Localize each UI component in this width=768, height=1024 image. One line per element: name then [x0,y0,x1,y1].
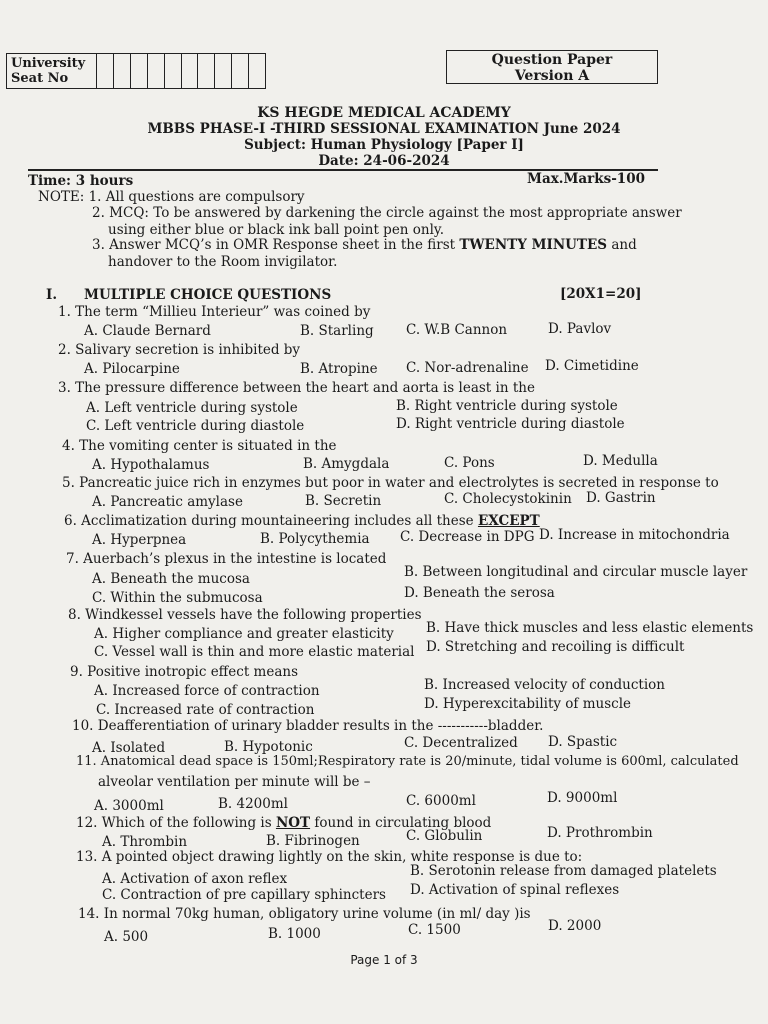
note-3-line1 [92,237,637,253]
q4-option-b: B. Amygdala [303,456,390,472]
institute-name: KS HEGDE MEDICAL ACADEMY [257,105,511,121]
question-8: 8. Windkessel vessels have the following properties [68,607,422,623]
q13-option-c: C. Contraction of pre capillary sphincters [102,887,386,903]
q7-option-c: C. Within the submucosa [92,590,263,606]
q5-option-c: C. Cholecystokinin [444,491,572,507]
note-3-tail: and [607,237,637,253]
question-7: 7. Auerbach’s plexus in the intestine is located [66,551,387,567]
q11-option-c: C. 6000ml [406,793,476,809]
q7-option-b: B. Between longitudinal and circular muscle layer [404,564,748,580]
seat-label [7,54,97,88]
note-3-line2: handover to the Room invigilator. [108,254,338,270]
q11-option-d: D. 9000ml [547,790,618,806]
q6-option-d: D. Increase in mitochondria [539,527,730,543]
q2-option-a: A. Pilocarpine [84,361,180,377]
seat-cell [198,54,215,88]
q5-option-b: B. Secretin [305,493,382,509]
q13-option-d: D. Activation of spinal reflexes [410,882,620,898]
seat-cell [165,54,182,88]
seat-cell [215,54,232,88]
q6-option-b: B. Polycythemia [260,531,370,547]
q12-stem-tail: found in circulating blood [310,815,492,831]
question-6 [64,513,540,529]
q9-option-c: C. Increased rate of contraction [96,702,315,718]
version-box-line2: Version A [514,68,590,84]
seat-cell [114,54,131,88]
max-marks: Max.Marks-100 [527,171,645,187]
question-13: 13. A pointed object drawing lightly on the skin, white response is due to: [76,849,583,865]
seat-cell [131,54,148,88]
q8-option-d: D. Stretching and recoiling is difficult [426,639,685,655]
q8-option-c: C. Vessel wall is thin and more elastic material [94,644,415,660]
note-2-line2: using either blue or black ink ball point pen only. [108,222,445,238]
q12-option-c: C. Globulin [406,828,483,844]
q4-option-c: C. Pons [444,455,495,471]
note-3-emphasis: TWENTY MINUTES [459,237,608,253]
q1-option-b: B. Starling [300,323,374,339]
q13-option-b: B. Serotonin release from damaged platelets [410,863,717,879]
q14-option-a: A. 500 [104,929,149,945]
subject-line: Subject: Human Physiology [Paper I] [244,137,524,153]
q2-option-c: C. Nor-adrenaline [406,360,529,376]
seat-label-line2: Seat No [11,71,69,86]
q12-option-d: D. Prothrombin [547,825,653,841]
q1-option-d: D. Pavlov [548,321,612,337]
question-1: 1. The term “Millieu Interieur” was coined by [58,304,371,320]
q12-option-b: B. Fibrinogen [266,833,360,849]
q2-option-d: D. Cimetidine [545,358,639,374]
question-3: 3. The pressure difference between the heart and aorta is least in the [58,380,535,396]
q7-option-d: D. Beneath the serosa [404,585,555,601]
q6-except: EXCEPT [477,513,540,529]
q9-option-d: D. Hyperexcitability of muscle [424,696,632,712]
q5-option-a: A. Pancreatic amylase [92,494,243,510]
q9-option-a: A. Increased force of contraction [94,683,320,699]
q3-option-b: B. Right ventricle during systole [396,398,618,414]
exam-date: Date: 24-06-2024 [318,153,450,169]
note-2-line1: 2. MCQ: To be answered by darkening the circle against the most appropriate answer [92,205,682,221]
q3-option-d: D. Right ventricle during diastole [396,416,625,432]
question-10: 10. Deafferentiation of urinary bladder results in the -----------bladder. [72,718,544,734]
q8-option-b: B. Have thick muscles and less elastic elements [426,620,754,636]
seat-cell [249,54,265,88]
q3-option-c: C. Left ventricle during diastole [86,418,305,434]
q8-option-a: A. Higher compliance and greater elasticity [94,626,394,642]
q14-option-c: C. 1500 [408,922,461,938]
q6-stem: 6. Acclimatization during mountaineering includes all these [64,513,478,529]
section-marks: [20X1=20] [560,286,642,302]
note-1: NOTE: 1. All questions are compulsory [38,189,305,205]
q6-option-a: A. Hyperpnea [92,532,187,548]
question-11: 11. Anatomical dead space is 150ml;Respiratory rate is 20/minute, tidal volume is 600ml, calculated [76,754,739,769]
q1-option-a: A. Claude Bernard [84,323,211,339]
q10-option-d: D. Spastic [548,734,618,750]
q11-option-a: A. 3000ml [94,798,164,814]
seat-cell [148,54,165,88]
q7-option-a: A. Beneath the mucosa [92,571,250,587]
seat-label-line1: University [11,56,86,71]
q13-option-a: A. Activation of axon reflex [102,871,288,887]
q5-option-d: D. Gastrin [586,490,656,506]
q14-option-b: B. 1000 [268,926,321,942]
q12-option-a: A. Thrombin [102,834,188,850]
page-number: Page 1 of 3 [350,953,418,967]
seat-cell [97,54,114,88]
question-paper-version-box [446,50,658,84]
q6-option-c: C. Decrease in DPG [400,529,535,545]
question-4: 4. The vomiting center is situated in the [62,438,337,454]
exam-title: MBBS PHASE-I -THIRD SESSIONAL EXAMINATION June 2024 [147,121,621,137]
q2-option-b: B. Atropine [300,361,378,377]
note-3-text: 3. Answer MCQ’s in OMR Response sheet in the first [92,237,460,253]
version-box-line1: Question Paper [491,52,613,68]
question-11-line2: alveolar ventilation per minute will be – [98,774,371,790]
time-allowed: Time: 3 hours [28,173,134,189]
q14-option-d: D. 2000 [548,918,602,934]
q10-option-c: C. Decentralized [404,735,518,751]
q10-option-a: A. Isolated [92,740,166,756]
question-5: 5. Pancreatic juice rich in enzymes but poor in water and electrolytes is secreted in response to [62,475,719,491]
question-9: 9. Positive inotropic effect means [70,664,298,680]
q9-option-b: B. Increased velocity of conduction [424,677,665,693]
seat-cell [232,54,249,88]
section-title: MULTIPLE CHOICE QUESTIONS [84,287,332,303]
university-seat-number-box [6,53,266,89]
q4-option-d: D. Medulla [583,453,658,469]
q4-option-a: A. Hypothalamus [92,457,210,473]
section-number: I. [46,287,58,303]
q11-option-b: B. 4200ml [218,796,288,812]
q3-option-a: A. Left ventricle during systole [86,400,298,416]
q12-stem: 12. Which of the following is [76,815,276,831]
seat-cell [182,54,199,88]
q10-option-b: B. Hypotonic [224,739,313,755]
q12-not: NOT [275,815,311,831]
question-14: 14. In normal 70kg human, obligatory urine volume (in ml/ day )is [78,906,531,922]
q1-option-c: C. W.B Cannon [406,322,508,338]
question-2: 2. Salivary secretion is inhibited by [58,342,301,358]
